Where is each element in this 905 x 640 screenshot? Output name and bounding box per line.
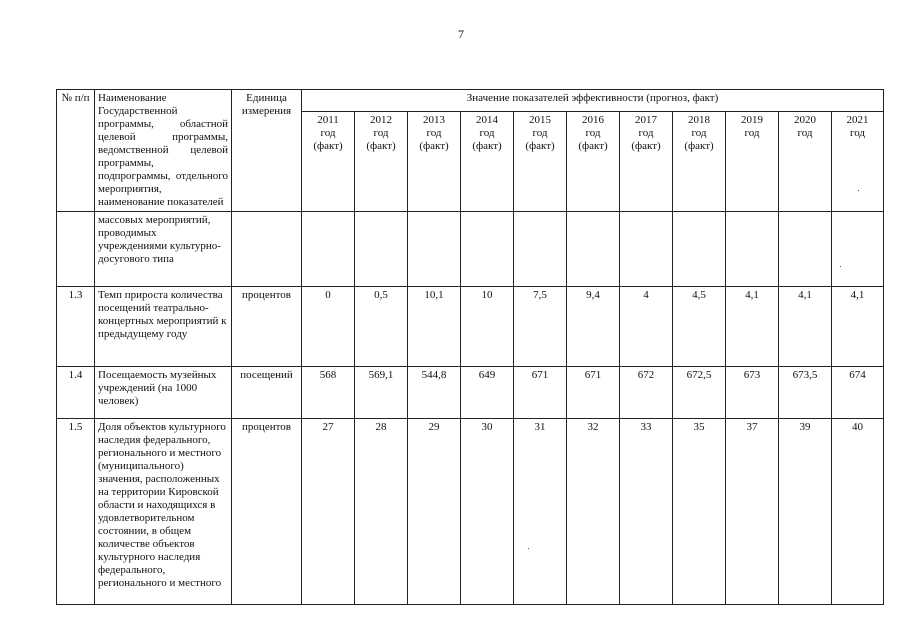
header-year-sub1: год (850, 126, 866, 139)
value-cell: 40 (832, 419, 884, 605)
header-year-sub1: год (638, 126, 654, 139)
value-cell (408, 212, 461, 287)
value-cell: 0 (302, 287, 355, 367)
value-cell: 33 (620, 419, 673, 605)
value-cell (567, 212, 620, 287)
value-cell: 4,1 (832, 287, 884, 367)
value-cell: 568 (302, 367, 355, 419)
header-year-sub2: (факт) (313, 139, 343, 152)
header-year-sub1: год (426, 126, 442, 139)
indicator-name: Темп прироста количества посещений театрально-концертных мероприятий к предыдущему году (95, 287, 232, 367)
value-cell: 4,5 (673, 287, 726, 367)
value-cell (302, 212, 355, 287)
row-number: 1.4 (57, 367, 95, 419)
header-year-year: 2018 (688, 113, 710, 126)
unit-cell (232, 212, 302, 287)
value-cell (620, 212, 673, 287)
header-year-year: 2017 (635, 113, 657, 126)
unit-cell: процентов (232, 419, 302, 605)
value-cell: 35 (673, 419, 726, 605)
value-cell (461, 212, 514, 287)
header-year-sub1: год (373, 126, 389, 139)
header-year-sub1: год (320, 126, 336, 139)
value-cell: 32 (567, 419, 620, 605)
value-cell: 671 (514, 367, 567, 419)
value-cell (355, 212, 408, 287)
indicator-name: Доля объектов культурного наследия федерального, регионального и местного (муниципального) значения, расположенных на территории Кировской области и находящихся в удовлетворительном состоянии, в общем количестве объектов культурного наследия федерального, регионального и местного (95, 419, 232, 605)
indicator-name: массовых мероприятий, проводимых учреждениями культурно-досугового типа (95, 212, 232, 287)
header-year-sub1: год (691, 126, 707, 139)
header-year-2014 (461, 111, 514, 211)
header-year-year: 2016 (582, 113, 604, 126)
header-row-1 (57, 90, 884, 112)
value-cell: 27 (302, 419, 355, 605)
value-cell: 671 (567, 367, 620, 419)
header-year-year: 2012 (370, 113, 392, 126)
header-year-sub1: год (797, 126, 813, 139)
header-year-2018 (673, 111, 726, 211)
header-year-year: 2015 (529, 113, 551, 126)
value-cell: 673 (726, 367, 779, 419)
header-year-year: 2019 (741, 113, 763, 126)
table-row (57, 419, 884, 605)
value-cell: 672,5 (673, 367, 726, 419)
header-year-year: 2021 (846, 113, 869, 126)
header-year-2013 (408, 111, 461, 211)
row-number: 1.3 (57, 287, 95, 367)
header-year-2015 (514, 111, 567, 211)
header-group: Значение показателей эффективности (прогноз, факт) (302, 90, 884, 112)
value-cell: 4 (620, 287, 673, 367)
header-year-year: 2013 (423, 113, 445, 126)
value-cell: 569,1 (355, 367, 408, 419)
header-year-sub2: (факт) (419, 139, 449, 152)
value-cell: 4,1 (779, 287, 832, 367)
row-number (57, 212, 95, 287)
indicators-table (56, 89, 884, 605)
header-year-sub2: (факт) (525, 139, 555, 152)
header-year-sub1: год (744, 126, 760, 139)
scan-speck (528, 548, 529, 549)
value-cell (832, 212, 884, 287)
value-cell: 649 (461, 367, 514, 419)
row-number: 1.5 (57, 419, 95, 605)
value-cell: 673,5 (779, 367, 832, 419)
scan-speck (858, 190, 859, 191)
value-cell: 10 (461, 287, 514, 367)
value-cell: 544,8 (408, 367, 461, 419)
unit-cell: процентов (232, 287, 302, 367)
indicator-name: Посещаемость музейных учреждений (на 1000 человек) (95, 367, 232, 419)
value-cell: 39 (779, 419, 832, 605)
value-cell: 37 (726, 419, 779, 605)
value-cell: 10,1 (408, 287, 461, 367)
value-cell: 4,1 (726, 287, 779, 367)
value-cell (779, 212, 832, 287)
value-cell: 672 (620, 367, 673, 419)
value-cell: 0,5 (355, 287, 408, 367)
header-year-sub2: (факт) (578, 139, 608, 152)
table-row (57, 367, 884, 419)
value-cell (726, 212, 779, 287)
page-number: 7 (458, 27, 464, 41)
unit-cell: посещений (232, 367, 302, 419)
value-cell: 28 (355, 419, 408, 605)
header-year-sub2: (факт) (366, 139, 396, 152)
value-cell: 7,5 (514, 287, 567, 367)
value-cell: 30 (461, 419, 514, 605)
header-year-2020 (779, 111, 832, 211)
header-year-sub2: (факт) (684, 139, 714, 152)
header-year-sub1: год (479, 126, 495, 139)
header-name: Наименование Государственной программы, областной целевой программы, ведомственной целевой программы, подпрограммы, отдельного мероприятия, наименование показателей (95, 90, 232, 212)
header-year-2012 (355, 111, 408, 211)
header-year-2019 (726, 111, 779, 211)
scan-speck (840, 266, 841, 267)
value-cell: 674 (832, 367, 884, 419)
header-year-2016 (567, 111, 620, 211)
value-cell: 9,4 (567, 287, 620, 367)
header-year-year: 2020 (794, 113, 816, 126)
header-year-sub2: (факт) (631, 139, 661, 152)
header-year-year: 2014 (476, 113, 498, 126)
table-row (57, 212, 884, 287)
table-row (57, 287, 884, 367)
header-year-sub2: (факт) (472, 139, 502, 152)
value-cell (673, 212, 726, 287)
header-year-sub1: год (585, 126, 601, 139)
header-year-sub1: год (532, 126, 548, 139)
header-year-2011 (302, 111, 355, 211)
header-unit: Единица измерения (232, 90, 302, 212)
value-cell: 29 (408, 419, 461, 605)
header-year-2021 (832, 111, 884, 211)
value-cell (514, 212, 567, 287)
header-year-2017 (620, 111, 673, 211)
value-cell: 31 (514, 419, 567, 605)
header-num: № п/п (57, 90, 95, 212)
header-year-year: 2011 (317, 113, 339, 126)
